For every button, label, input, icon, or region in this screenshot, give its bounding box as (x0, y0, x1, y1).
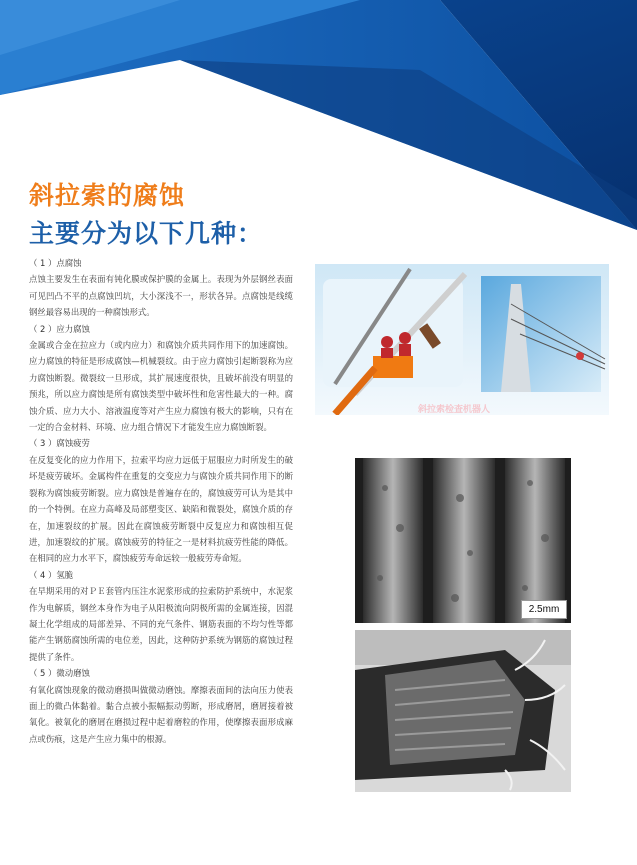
body-text-column (29, 255, 293, 747)
corroded-wire-closeup-photo (355, 458, 571, 623)
section-2-paragraph: 金属或合金在拉应力（或内应力）和腐蚀介质共同作用下的加速腐蚀。应力腐蚀的特征是形成腐蚀—机械裂纹。由于应力腐蚀引起断裂称为应力腐蚀断裂。微裂纹一旦形成，其扩展速度很快，且破坏前没有明显的预兆，所以应力腐蚀是所有腐蚀类型中破坏性和危害性最大的一种。腐蚀介质、应力大小、溶液温度等对产生应力腐蚀有极大的影响，只有在一定的合金材料、环境、应力组合情况下才能发生应力腐蚀断裂。 (29, 340, 293, 433)
fractured-cable-illustration (355, 630, 571, 792)
corroded-wire-illustration (355, 458, 571, 623)
page-title-line2: 主要分为以下几种： (29, 219, 264, 248)
robot-photo-caption: 斜拉索检查机器人 (418, 405, 491, 415)
cable-inspection-photo (315, 264, 609, 415)
section-5-heading: （ 5 ）微动磨蚀 (29, 668, 90, 679)
page-title-line1: 斜拉索的腐蚀 (29, 181, 186, 210)
section-4-heading: （ 4 ）氢脆 (29, 569, 74, 580)
section-5-paragraph: 有氧化腐蚀现象的微动磨损叫做微动磨蚀。摩擦表面间的法向压力使表面上的微凸体黏着。黏合点被小振幅振动剪断，形成磨屑，磨屑接着被氧化。被氧化的磨屑在磨损过程中起着磨粒的作用，使摩擦表面形成麻点或伤痕，这是产生应力集中的根源。 (29, 684, 293, 744)
section-1-paragraph: 点蚀主要发生在表面有钝化膜或保护膜的金属上。表现为外层钢丝表面可见凹凸不平的点腐蚀凹坑，大小深浅不一，形状各异。点腐蚀是线缆钢丝最容易出现的一种腐蚀形式。 (29, 274, 293, 318)
section-3-paragraph: 在反复变化的应力作用下，拉索平均应力远低于屈服应力时所发生的破坏是疲劳破坏。金属构件在重复的交变应力与腐蚀介质共同作用下的断裂称为腐蚀疲劳断裂。应力腐蚀是普遍存在的，腐蚀疲劳可认为是其中的一个特例。在应力高峰及局部塑变区、缺陷和微裂处，腐蚀介质的存在，加速裂纹的扩展。因此在腐蚀疲劳断裂中反复应力和腐蚀相互促进，加速裂纹的扩展。腐蚀疲劳的特征之一是材料抗疲劳性能的降低。在相同的应力水平下，腐蚀疲劳寿命远较一般疲劳寿命短。 (29, 454, 293, 564)
section-1-heading: （ 1 ）点腐蚀 (29, 258, 82, 268)
scale-label: 2.5mm (521, 600, 567, 619)
section-4-paragraph: 在早期采用的对ＰＥ套管内压注水泥浆形成的拉索防护系统中，水泥浆作为电解质，钢丝本身作为电子从阳极流向阴极所需的金属连接，因混凝土化学组成的局部差异、不同的充气条件、钢筋表面的不均匀性等都能产生钢筋腐蚀所需的电位差，因此，这种防护系统为钢筋的腐蚀过程提供了条件。 (29, 586, 293, 662)
section-2-heading: （ 2 ）应力腐蚀 (29, 323, 90, 334)
section-3-heading: （ 3 ）腐蚀疲劳 (29, 438, 90, 449)
cable-inspection-illustration (315, 264, 609, 415)
fractured-cable-photo (355, 630, 571, 792)
